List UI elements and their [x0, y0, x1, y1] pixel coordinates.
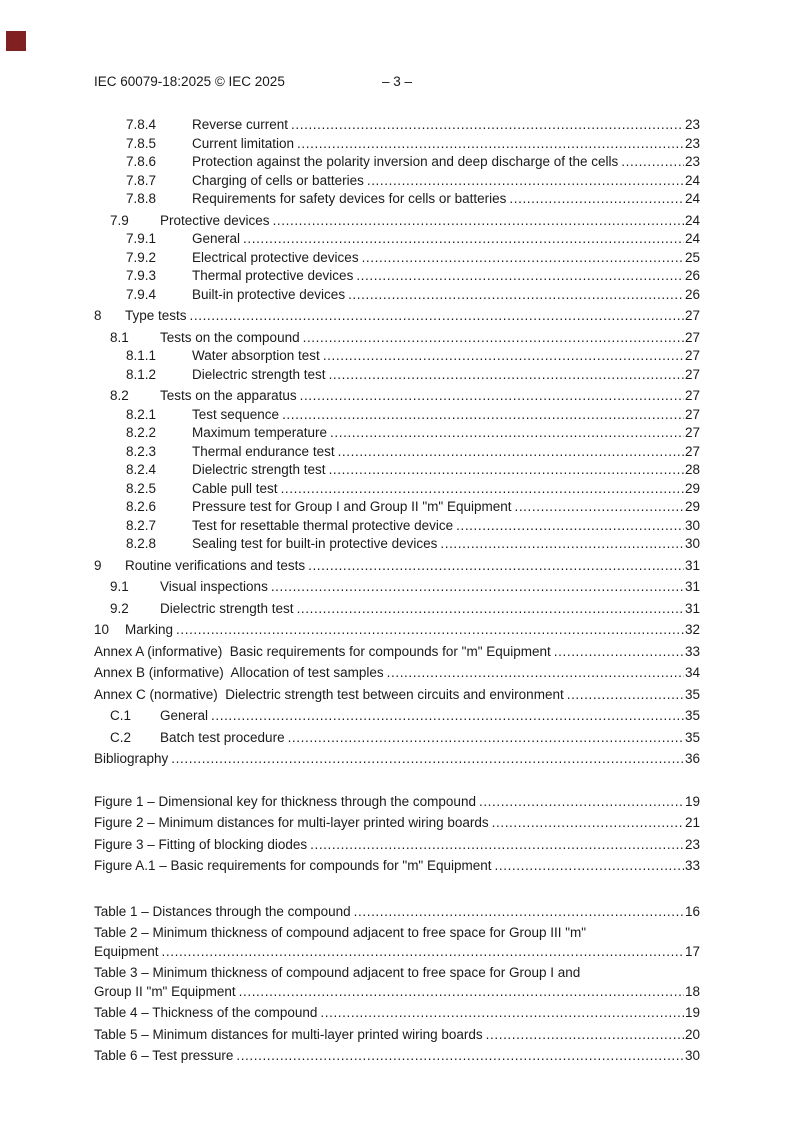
toc-entry-line	[94, 943, 700, 962]
toc-entry-title: Built-in protective devices	[192, 286, 346, 302]
toc-entry-title: Table 5 – Minimum distances for multi-layer printed wiring boards	[94, 1026, 483, 1042]
page-number: 29	[684, 499, 700, 514]
dot-leader	[348, 286, 684, 305]
page-number: 25	[684, 249, 700, 265]
toc-entry-title: Annex A (informative) Basic requirements for compounds for "m" Equipment	[94, 643, 551, 659]
toc-entry	[94, 857, 700, 876]
toc-entry	[94, 707, 700, 726]
dot-leader	[273, 212, 684, 231]
clause-number: 7.8.5	[126, 135, 157, 151]
toc-entry-title: Water absorption test	[192, 348, 320, 363]
dot-leader	[338, 443, 684, 462]
clause-number: 8.2.6	[126, 499, 157, 514]
toc-entry-line	[126, 424, 700, 443]
clause-number: 10	[94, 622, 110, 637]
dot-leader	[310, 836, 684, 855]
toc-entry-title: Thermal endurance test	[192, 443, 335, 459]
toc-entry-title: Maximum temperature	[192, 425, 328, 440]
toc-entry-title: Figure 3 – Fitting of blocking diodes	[94, 836, 308, 852]
dot-leader	[329, 366, 684, 385]
toc-entry-line	[126, 135, 700, 154]
toc-entry	[94, 793, 700, 812]
toc-entry-title: Charging of cells or batteries	[192, 172, 364, 188]
toc-entry-line	[126, 190, 700, 209]
page-number: 35	[684, 686, 700, 702]
toc-entry-title: Batch test procedure	[160, 729, 285, 745]
toc-entry	[94, 535, 700, 554]
toc-entry	[94, 578, 700, 597]
page-number: 26	[684, 268, 700, 283]
clause-number: 7.8.7	[126, 172, 157, 188]
clause-number: 8.1.2	[126, 366, 157, 382]
toc-entry	[94, 903, 700, 922]
dot-leader	[356, 267, 684, 286]
clause-number: 8.2.5	[126, 480, 157, 496]
toc-entry	[94, 424, 700, 443]
toc-entry-title: Annex B (informative) Allocation of test samples	[94, 665, 384, 680]
toc-entry-title: Dielectric strength test	[160, 600, 294, 616]
clause-number: 7.8.4	[126, 117, 157, 132]
toc-entry-line	[94, 621, 700, 640]
clause-number: 8.2.7	[126, 517, 157, 533]
toc-tables-list	[94, 903, 700, 1066]
toc-entry	[94, 406, 700, 425]
toc-entry	[94, 249, 700, 268]
toc-entry	[94, 729, 700, 748]
toc-entry-title: General	[192, 231, 241, 246]
page-number: 34	[684, 665, 700, 680]
toc-entry-line	[94, 750, 700, 769]
toc-entry-line	[126, 461, 700, 480]
dot-leader	[362, 249, 684, 268]
dot-leader	[236, 1047, 684, 1066]
toc-entry-line	[94, 836, 700, 855]
dot-leader	[514, 498, 683, 517]
page-number: 29	[684, 480, 700, 496]
toc-entry	[94, 307, 700, 326]
document-reference: IEC 60079-18:2025 © IEC 2025	[94, 74, 285, 89]
dot-leader	[320, 1004, 684, 1023]
dot-leader	[176, 621, 684, 640]
page-number: 31	[684, 600, 700, 616]
page-number: 23	[684, 135, 700, 151]
toc-entry	[94, 443, 700, 462]
page-number: 24	[684, 212, 700, 228]
page-number: 30	[684, 536, 700, 551]
toc-entry-line	[126, 480, 700, 499]
dot-leader	[282, 406, 684, 425]
dot-leader	[297, 135, 684, 154]
clause-number: 7.8.8	[126, 191, 157, 206]
toc-entry-line	[126, 286, 700, 305]
toc-entry	[94, 366, 700, 385]
page-number: 19	[684, 1005, 700, 1020]
toc-entry-line	[94, 1026, 700, 1045]
toc-entry-title: Test for resettable thermal protective device	[192, 517, 454, 533]
dot-leader	[308, 557, 684, 576]
page-number: 35	[684, 708, 700, 723]
toc-entry-line	[94, 857, 700, 876]
clause-number: 8.2.4	[126, 462, 157, 477]
toc-entry-line	[126, 406, 700, 425]
toc-entry-title: Reverse current	[192, 117, 289, 132]
dot-leader	[288, 729, 684, 748]
dot-leader	[162, 943, 684, 962]
dot-leader	[297, 600, 684, 619]
toc-entry-line	[126, 116, 700, 135]
dot-leader	[329, 461, 684, 480]
toc-entry	[94, 387, 700, 406]
toc-entry-title: Current limitation	[192, 135, 295, 151]
toc-entry-title: Bibliography	[94, 751, 169, 766]
page-number: 16	[684, 903, 700, 919]
toc-entry-title: Group II "m" Equipment	[94, 983, 236, 999]
dot-leader	[243, 230, 684, 249]
dot-leader	[554, 643, 684, 662]
clause-number: 8	[94, 308, 102, 323]
clause-number: 8.1.1	[126, 348, 157, 363]
toc-entry-line	[94, 557, 700, 576]
toc-entry-line	[110, 212, 700, 231]
toc-entry	[94, 267, 700, 286]
toc-entry-text: Table 3 – Minimum thickness of compound adjacent to free space for Group I and	[94, 965, 581, 980]
toc-entry-title: Marking	[125, 622, 174, 637]
toc-entry-title: General	[160, 708, 209, 723]
toc-entry	[94, 664, 700, 683]
toc-entry-line	[126, 230, 700, 249]
toc-entry-title: Electrical protective devices	[192, 249, 359, 265]
toc-entry-line	[94, 1047, 700, 1066]
page-number: 20	[684, 1026, 700, 1042]
page-number: 24	[684, 172, 700, 188]
toc-entry-title: Visual inspections	[160, 579, 268, 594]
clause-number: 9.1	[110, 579, 129, 594]
toc-entry	[94, 286, 700, 305]
page-number: 19	[684, 793, 700, 809]
clause-number: 9	[94, 557, 102, 573]
page-number: 36	[684, 751, 700, 766]
red-annotation-square	[6, 31, 26, 51]
toc-entry-line	[110, 578, 700, 597]
toc-entry-line	[94, 686, 700, 705]
dot-leader	[387, 664, 684, 683]
toc-entry-line	[94, 643, 700, 662]
toc-entry	[94, 557, 700, 576]
clause-number: 9.2	[110, 600, 129, 616]
toc-entry-line	[110, 600, 700, 619]
page-number: 21	[684, 815, 700, 830]
page-number: 17	[684, 943, 700, 959]
page-number: 35	[684, 729, 700, 745]
toc-entry	[94, 329, 700, 348]
toc-entry	[94, 212, 700, 231]
dot-leader	[239, 983, 684, 1002]
toc-entry-line	[110, 329, 700, 348]
toc-entry-line	[110, 729, 700, 748]
toc-entry-title: Type tests	[125, 308, 187, 323]
clause-number: 7.9	[110, 212, 129, 228]
toc-main-list	[94, 116, 700, 769]
toc-entry-title: Equipment	[94, 943, 159, 959]
toc-entry	[94, 600, 700, 619]
dot-leader	[486, 1026, 684, 1045]
toc-entry	[94, 172, 700, 191]
toc-entry-title: Dielectric strength test	[192, 462, 326, 477]
page-number: 32	[684, 622, 700, 637]
page-number: 27	[684, 425, 700, 440]
page-number: 27	[684, 366, 700, 382]
toc-entry	[94, 480, 700, 499]
page-number: 33	[684, 858, 700, 873]
toc-entry	[94, 1047, 700, 1066]
toc-entry-title: Figure A.1 – Basic requirements for compounds for "m" Equipment	[94, 858, 492, 873]
toc-entry-line	[126, 498, 700, 517]
dot-leader	[567, 686, 684, 705]
clause-number: 8.2	[110, 388, 129, 403]
toc-entry	[94, 1004, 700, 1023]
toc-entry-title: Pressure test for Group I and Group II "m" Equipment	[192, 499, 512, 514]
toc-entry	[94, 230, 700, 249]
page-number: 24	[684, 231, 700, 246]
page-number: 31	[684, 557, 700, 573]
toc-entry	[94, 517, 700, 536]
toc-entry-line	[126, 249, 700, 268]
toc-entry-title: Dielectric strength test	[192, 366, 326, 382]
toc-entry	[94, 190, 700, 209]
toc-entry	[94, 116, 700, 135]
toc-entry-line	[110, 387, 700, 406]
toc-entry	[94, 461, 700, 480]
table-of-contents	[94, 116, 700, 1066]
clause-number: C.1	[110, 708, 132, 723]
toc-entry	[94, 750, 700, 769]
clause-number: C.2	[110, 729, 132, 745]
toc-entry-title: Table 6 – Test pressure	[94, 1048, 234, 1063]
dot-leader	[281, 480, 684, 499]
dot-leader	[330, 424, 684, 443]
toc-entry	[94, 153, 700, 172]
dot-leader	[456, 517, 684, 536]
toc-entry-line	[94, 903, 700, 922]
page-number: 23	[684, 117, 700, 132]
toc-entry-title: Protective devices	[160, 212, 270, 228]
toc-entry	[94, 621, 700, 640]
page-number-label: – 3 –	[381, 74, 413, 89]
toc-entry-title: Table 1 – Distances through the compound	[94, 903, 351, 919]
dot-leader	[354, 903, 684, 922]
toc-entry-title: Figure 2 – Minimum distances for multi-layer printed wiring boards	[94, 815, 489, 830]
toc-entry-title: Thermal protective devices	[192, 268, 354, 283]
toc-entry-title: Cable pull test	[192, 480, 278, 496]
toc-entry-title: Protection against the polarity inversion and deep discharge of the cells	[192, 154, 619, 169]
clause-number: 7.8.6	[126, 154, 157, 169]
toc-entry	[94, 836, 700, 855]
page-number: 18	[684, 983, 700, 999]
toc-entry-line	[126, 366, 700, 385]
clause-number: 7.9.4	[126, 286, 157, 302]
toc-entry	[94, 686, 700, 705]
toc-entry-line	[126, 172, 700, 191]
dot-leader	[479, 793, 684, 812]
toc-entry	[94, 347, 700, 366]
dot-leader	[171, 750, 684, 769]
page-number: 27	[684, 406, 700, 422]
page-number: 27	[684, 329, 700, 345]
page-number: 33	[684, 643, 700, 659]
toc-entry	[94, 135, 700, 154]
toc-entry-line	[126, 443, 700, 462]
toc-entry-line	[94, 307, 700, 326]
dot-leader	[190, 307, 684, 326]
page-header	[94, 73, 700, 91]
toc-entry-line	[126, 517, 700, 536]
clause-number: 8.1	[110, 329, 129, 345]
dot-leader	[291, 116, 684, 135]
toc-entry-line	[94, 814, 700, 833]
toc-entry-title: Tests on the compound	[160, 329, 300, 345]
toc-entry-title: Requirements for safety devices for cells or batteries	[192, 191, 507, 206]
dot-leader	[300, 387, 684, 406]
dot-leader	[440, 535, 684, 554]
page-number: 23	[684, 836, 700, 852]
clause-number: 8.2.3	[126, 443, 157, 459]
page-number: 30	[684, 1048, 700, 1063]
toc-entry-line	[94, 793, 700, 812]
toc-figures-list	[94, 793, 700, 876]
dot-leader	[621, 153, 684, 172]
dot-leader	[509, 190, 684, 209]
toc-entry-line	[94, 983, 700, 1002]
toc-entry-title: Routine verifications and tests	[125, 557, 306, 573]
clause-number: 8.2.1	[126, 406, 157, 422]
page-number: 24	[684, 191, 700, 206]
page-number: 27	[684, 443, 700, 459]
page-number: 26	[684, 286, 700, 302]
dot-leader	[303, 329, 684, 348]
page-number: 30	[684, 517, 700, 533]
page-number: 27	[684, 388, 700, 403]
toc-entry	[94, 964, 700, 1001]
page-number: 31	[684, 579, 700, 594]
toc-entry-title: Figure 1 – Dimensional key for thickness through the compound	[94, 793, 476, 809]
page-number: 23	[684, 154, 700, 169]
dot-leader	[495, 857, 684, 876]
toc-entry	[94, 1026, 700, 1045]
dot-leader	[492, 814, 684, 833]
dot-leader	[323, 347, 684, 366]
toc-entry-title: Annex C (normative) Dielectric strength test between circuits and environment	[94, 686, 564, 702]
toc-entry-title: Tests on the apparatus	[160, 388, 297, 403]
dot-leader	[211, 707, 684, 726]
page-number: 27	[684, 348, 700, 363]
page-number: 27	[684, 308, 700, 323]
clause-number: 7.9.3	[126, 268, 157, 283]
dot-leader	[367, 172, 684, 191]
clause-number: 8.2.2	[126, 425, 157, 440]
toc-entry-title: Sealing test for built-in protective devices	[192, 536, 438, 551]
toc-entry	[94, 498, 700, 517]
toc-entry-title: Test sequence	[192, 406, 280, 422]
toc-entry-line	[126, 535, 700, 554]
toc-entry-title: Table 4 – Thickness of the compound	[94, 1005, 318, 1020]
toc-entry-text: Table 2 – Minimum thickness of compound adjacent to free space for Group III "m"	[94, 925, 587, 940]
toc-entry	[94, 814, 700, 833]
toc-entry	[94, 924, 700, 961]
toc-entry	[94, 643, 700, 662]
clause-number: 7.9.1	[126, 231, 157, 246]
toc-entry-line	[126, 347, 700, 366]
toc-entry-line	[94, 664, 700, 683]
toc-entry-line	[126, 267, 700, 286]
toc-entry-line	[94, 1004, 700, 1023]
toc-entry-line	[126, 153, 700, 172]
clause-number: 7.9.2	[126, 249, 157, 265]
toc-entry-line	[110, 707, 700, 726]
clause-number: 8.2.8	[126, 536, 157, 551]
page-number: 28	[684, 462, 700, 477]
dot-leader	[271, 578, 684, 597]
